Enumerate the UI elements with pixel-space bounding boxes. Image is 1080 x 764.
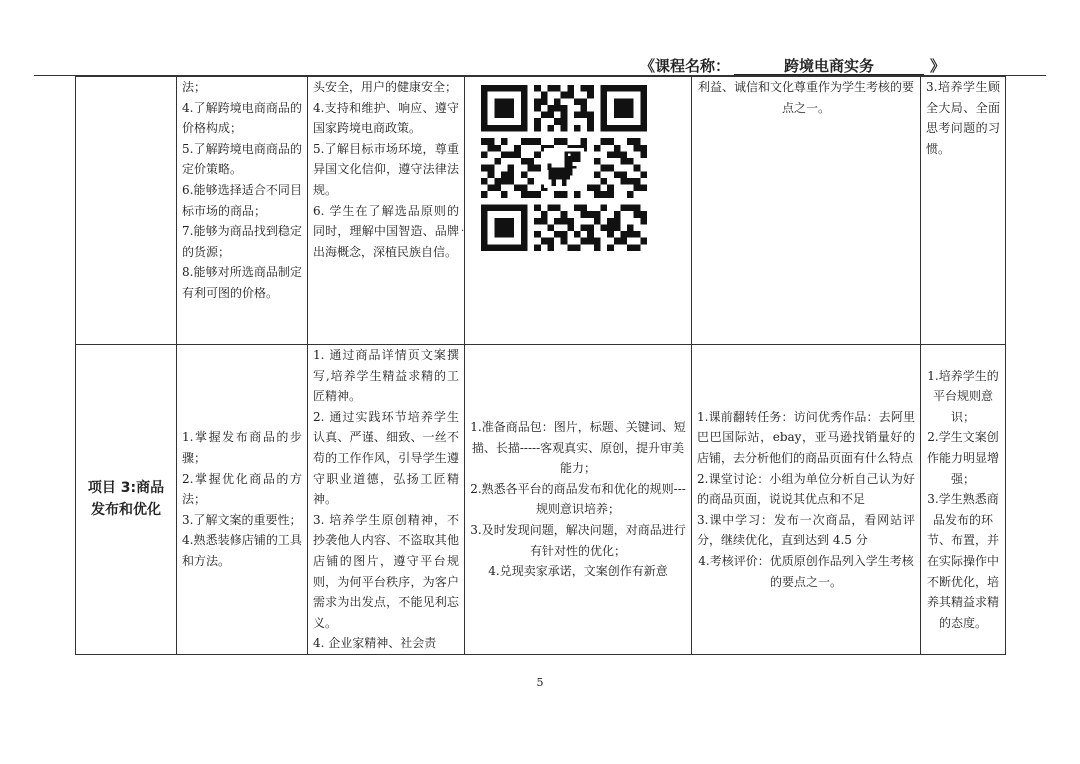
row1-ideology-cell: 头安全，用户的健康安全； 4.支持和维护、响应、遵守国家跨境电商政策。 5.了解目标市场环境，尊重异国文化信仰，遵守法律法规。 6. 学生在了解选品原则的同时，理解中国智造、品牌出海概念，深植民族自信。 [308,77,465,345]
header-open: 《课程名称： [640,57,731,75]
table-row [76,345,1006,655]
course-table [75,76,1006,655]
header-close: 》 [930,57,946,75]
dino-icon [544,148,584,188]
row1-effect-cell: 3.培养学生顾全大局、全面思考问题的习惯。 [921,77,1006,345]
table-row [76,77,1006,345]
stray-dot: . [461,223,465,234]
row2-effect-cell: 1.培养学生的平台规则意识； 2.学生文案创作能力明显增强； 3.学生熟悉商品发布的环节、布置，并在实际操作中不断优化，培养其精益求精的态度。 [921,345,1006,655]
row2-knowledge-cell: 1.掌握发布商品的步骤； 2.掌握优化商品的方法； 3.了解文案的重要性； 4.熟悉装修店铺的工具和方法。 [177,345,308,655]
row2-teaching-cell: 1.课前翻转任务：访问优秀作品：去阿里巴巴国际站，ebay，亚马逊找销量好的店铺，去分析他们的商品页面有什么特点 2.课堂讨论：小组为单位分析自己认为好的商品页面，说说其优点和不足 3.课中学习：发布一次商品，看网站评分，继续优化，直到达到 4.5 分 4.考核评价：优质原创作品列入学生考核的要点之一。 [692,345,921,655]
qr-code[interactable] [481,85,647,251]
row1-knowledge-cell: 法； 4.了解跨境电商商品的价格构成； 5.了解跨境电商商品的定价策略。 6.能够选择适合不同目标市场的商品； 7.能够为商品找到稳定的货源； 8.能够对所选商品制定有利可图的价格。 [177,77,308,345]
course-header [640,55,945,76]
row1-teaching-cell: 利益、诚信和文化尊重作为学生考核的要点之一。 [692,77,921,345]
page-number: 5 [536,676,544,689]
row1-title-cell [76,77,177,345]
row2-points-cell: 1.准备商品包：图片，标题、关键词、短描、长描-----客观真实、原创，提升审美能力； 2.熟悉各平台的商品发布和优化的规则---规则意识培养； 3.及时发现问题，解决问题，对商品进行有针对性的优化； 4.兑现卖家承诺，文案创作有新意 [465,345,692,655]
project-3-title: 项目 3:商品发布和优化 [76,345,177,655]
row2-ideology-cell: 1. 通过商品详情页文案撰写,培养学生精益求精的工匠精神。 2. 通过实践环节培养学生认真、严谨、细致、一丝不苟的工作作风，引导学生遵守职业道德，弘扬工匠精神。 3. 培养学生原创精神，不抄袭他人内容、不盗取其他店铺的图片，遵守平台规则，为何平台秩序，为客户需求为出发点，不能见利忘义。 4. 企业家精神、社会责 [308,345,465,655]
course-name: 跨境电商实务 [734,58,924,75]
row1-qr-cell [461,77,692,345]
